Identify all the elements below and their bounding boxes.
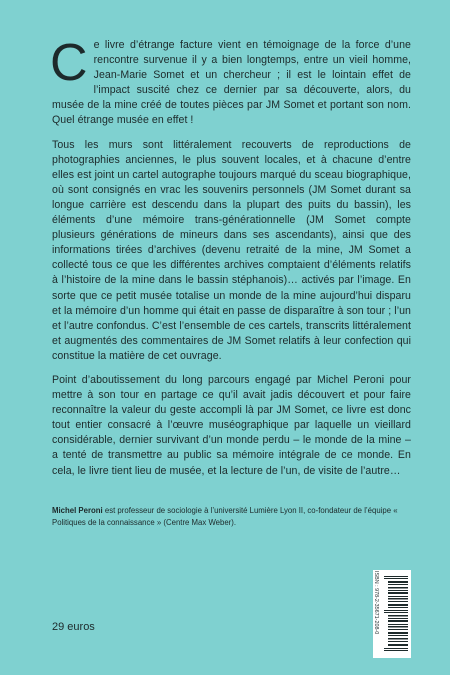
- author-note: [52, 505, 411, 528]
- author-name: Michel Peroni: [52, 506, 103, 515]
- paragraph-3: Point d’aboutissement du long parcours engagé par Michel Peroni pour mettre à son tour en partage ce qu’il avait jadis découvert et pour faire reconnaître la valeur du geste accompli là par JM Somet, ce livre est donc tout entier consacré à l’œuvre muséographique par laquelle un vieillard considérable, dernier survivant d’un monde perdu – le monde de la mine – a tenté de transmettre au public sa mémoire intégrale de ce monde. En cela, le livre tient lieu de musée, et la lecture de l’un, de visite de l’autre…: [52, 373, 411, 477]
- isbn-text: ISBN : 978-2-35671-208-0: [373, 571, 379, 635]
- barcode-image: [384, 574, 408, 654]
- price: 29 euros: [52, 621, 95, 633]
- author-bio: est professeur de sociologie à l’université Lumière Lyon II, co-fondateur de l’équipe « Politiques de la connaissance » (Centre Max Weber).: [52, 506, 398, 527]
- drop-cap: C: [50, 34, 88, 92]
- paragraph-1: [50, 34, 411, 129]
- paragraph-1-text: e livre d’étrange facture vient en témoignage de la force d’une rencontre survenue il y a bien longtemps, entre un vieil homme, Jean-Marie Somet et un chercheur ; il est le lointain effet de l’impact suscité chez ce dernier par sa découverte, alors, du musée de la mine créé de toutes pièces par JM Somet et portant son nom. Quel étrange musée en effet !: [52, 39, 411, 127]
- blurb: [50, 34, 411, 488]
- paragraph-2: Tous les murs sont littéralement recouverts de reproductions de photographies anciennes, le plus souvent locales, et à chacune d’entre elles est joint un cartel autographe toujours marqué du sceau biographique, où sont consignés en vrac les souvenirs personnels (JM Somet durant sa longue carrière est descendu dans la plupart des puits du bassin), les éléments d’une mémoire trans-générationnelle (JM Somet compte plusieurs générations de mineurs dans ses ascendants), ainsi que des informations tirées d’archives (devenu retraité de la mine, JM Somet a collecté tous ce que les différentes archives comptaient d’éléments relatifs à l’histoire de la mine dans le bassin stéphanois)… activés par l’image. En sorte que ce petit musée totalise un monde de la mine aujourd’hui disparu et la mémoire d’un homme qui était en passe de disparaître à son tour ; l’un et l’autre confondus. C’est l’ensemble de ces cartels, transcrits littéralement et augmentés des commentaires de JM Somet relatifs à leur confection qui constitue la matière de cet ouvrage.: [52, 138, 411, 362]
